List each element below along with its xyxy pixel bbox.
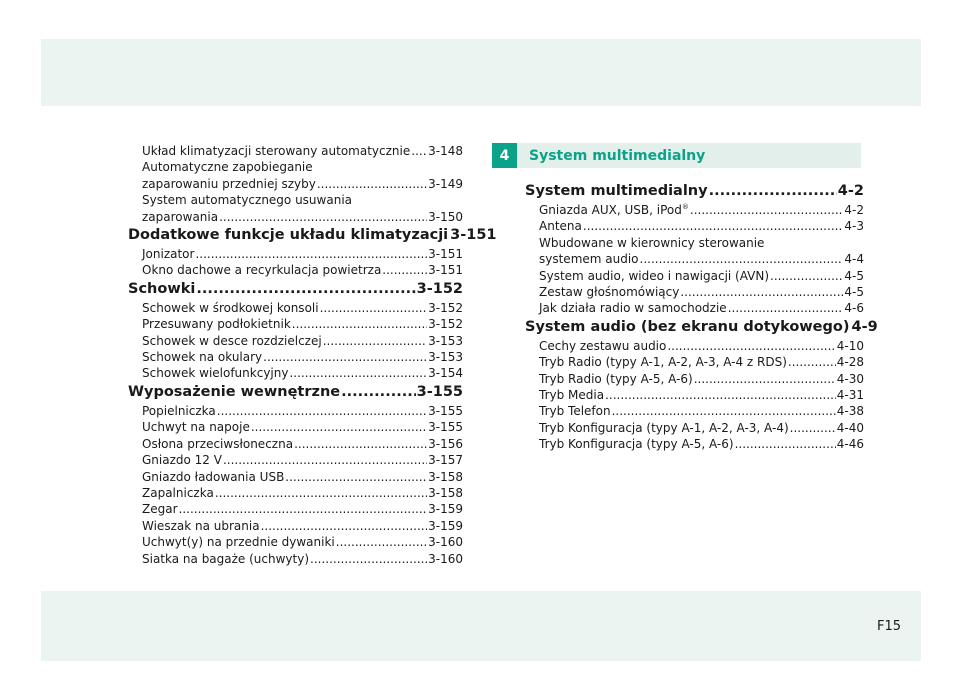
toc-page-number: 3-155	[428, 403, 463, 418]
toc-page-number: 3-155	[428, 420, 463, 435]
dot-leader	[690, 202, 844, 218]
toc-entry-text: Dodatkowe funkcje układu klimatyzacji	[128, 227, 449, 244]
toc-entry-text: Okno dachowe a recyrkulacja powietrza	[142, 263, 382, 278]
toc-entry-text: Gniazdo 12 V	[142, 453, 222, 468]
dot-leader	[263, 349, 427, 365]
toc-entry-text: Schowek na okulary	[142, 350, 263, 365]
toc-entry-text: Uchwyt(y) na przednie dywaniki	[142, 535, 335, 550]
toc-page-number: 4-40	[836, 420, 864, 435]
toc-entry[interactable]	[525, 284, 864, 300]
dot-leader	[709, 182, 837, 201]
toc-entry-text: Schowki	[128, 280, 196, 297]
toc-page-number: 4-2	[844, 203, 864, 217]
toc-entry[interactable]	[128, 209, 463, 225]
toc-entry-text: Wyposażenie wewnętrzne	[128, 383, 341, 400]
toc-page-number: 3-149	[428, 176, 463, 191]
toc-entry-label	[142, 246, 194, 262]
toc-entry-continued	[128, 192, 463, 208]
footer-band	[41, 591, 921, 661]
toc-entry[interactable]	[128, 551, 463, 567]
toc-page-number: 4-10	[836, 338, 864, 353]
toc-entry[interactable]	[128, 176, 463, 192]
dot-leader	[382, 262, 427, 278]
toc-entry-label	[142, 193, 352, 207]
toc-entry-label	[539, 300, 727, 316]
toc-entry-label	[142, 518, 260, 534]
toc-page-number: 3-157	[428, 453, 463, 468]
toc-page-number: 3-150	[428, 209, 463, 224]
toc-entry-text: Tryb Konfiguracja (typy A-1, A-2, A-3, A-4)	[539, 420, 789, 435]
toc-entry-text: Gniazda AUX, USB, iPod	[539, 203, 682, 217]
toc-entry[interactable]	[525, 436, 864, 452]
toc-entry-label	[539, 436, 734, 452]
toc-entry-label	[539, 251, 639, 267]
toc-page-number: 3-160	[428, 535, 463, 550]
dot-leader	[728, 300, 844, 316]
toc-entry[interactable]	[128, 333, 463, 349]
toc-entry-label	[539, 338, 666, 354]
toc-entry-continued	[128, 159, 463, 175]
toc-entry-label	[142, 333, 322, 349]
dot-leader	[640, 251, 844, 267]
dot-leader	[310, 551, 427, 567]
toc-entry-text: System audio (bez ekranu dotykowego)	[525, 318, 850, 335]
toc-entry[interactable]	[525, 371, 864, 387]
toc-page-number: 4-5	[844, 268, 864, 283]
dot-leader	[217, 403, 427, 419]
toc-entry-text: Układ klimatyzacji sterowany automatycznie	[142, 144, 411, 158]
toc-entry-continued	[525, 235, 864, 251]
dot-leader	[317, 176, 427, 192]
chapter-header	[492, 143, 861, 168]
toc-entry[interactable]	[525, 420, 864, 436]
toc-entry-label	[539, 202, 689, 218]
toc-entry[interactable]	[525, 202, 864, 218]
dot-leader	[223, 452, 427, 468]
toc-entry-text: zaparowaniu przedniej szyby	[142, 176, 316, 191]
toc-entry[interactable]	[525, 338, 864, 354]
toc-page-number: 4-2	[837, 183, 864, 199]
toc-page-number: 3-158	[428, 469, 463, 484]
toc-entry[interactable]	[128, 485, 463, 501]
registered-mark: ®	[681, 203, 689, 211]
toc-entry[interactable]	[128, 262, 463, 278]
toc-entry-label	[539, 420, 789, 436]
dot-leader	[341, 383, 416, 402]
toc-entry-label	[142, 209, 218, 225]
toc-page-number: 3-151	[450, 227, 497, 244]
toc-entry-text: Tryb Radio (typy A-5, A-6)	[539, 371, 693, 386]
toc-entry-text: Tryb Media	[539, 388, 605, 403]
toc-page-number: 4-4	[844, 252, 864, 267]
toc-page-number: 4-30	[836, 371, 864, 386]
toc-entry-label	[142, 262, 381, 278]
toc-entry-label	[128, 383, 340, 402]
dot-leader	[680, 284, 843, 300]
toc-entry[interactable]	[525, 300, 864, 316]
toc-entry-label	[525, 182, 708, 201]
dot-leader	[735, 436, 836, 452]
toc-entry-text: Zegar	[142, 502, 178, 517]
toc-section-heading[interactable]	[525, 182, 864, 201]
toc-entry-text: Osłona przeciwsłoneczna	[142, 436, 294, 451]
toc-page-number: 3-154	[428, 366, 463, 381]
toc-entry-label	[142, 501, 178, 517]
toc-entry[interactable]	[525, 387, 864, 403]
toc-entry-text: Tryb Telefon	[539, 404, 611, 419]
toc-entry[interactable]	[128, 300, 463, 316]
toc-entry-text: Wieszak na ubrania	[142, 518, 260, 533]
toc-entry-text: systemem audio	[539, 252, 639, 267]
toc-entry-text: System automatycznego usuwania	[142, 193, 352, 208]
toc-page-number: 3-152	[416, 280, 463, 297]
toc-entry[interactable]	[525, 354, 864, 370]
toc-entry[interactable]	[128, 403, 463, 419]
dot-leader	[196, 280, 415, 299]
toc-page-number: 3-158	[428, 485, 463, 500]
dot-leader	[285, 469, 427, 485]
toc-entry-text: Cechy zestawu audio	[539, 338, 667, 353]
dot-leader	[667, 338, 835, 354]
toc-page-number: 4-38	[836, 404, 864, 419]
toc-entry-label	[142, 419, 250, 435]
toc-entry[interactable]	[128, 419, 463, 435]
toc-entry-label	[525, 318, 850, 337]
toc-entry[interactable]	[525, 268, 864, 284]
dot-leader	[261, 518, 428, 534]
dot-leader	[336, 534, 427, 550]
dot-leader	[179, 501, 428, 517]
toc-section-heading[interactable]	[525, 318, 878, 337]
toc-entry-label	[142, 469, 284, 485]
toc-entry-text: System multimedialny	[525, 183, 708, 199]
toc-entry-text: Tryb Konfiguracja (typy A-5, A-6)	[539, 437, 734, 452]
toc-entry-label	[539, 354, 787, 370]
dot-leader	[294, 436, 427, 452]
toc-page-number: 3-153	[428, 350, 463, 365]
dot-leader	[788, 354, 836, 370]
toc-entry[interactable]	[128, 365, 463, 381]
toc-page-number: 4-46	[836, 437, 864, 452]
toc-page-number: 4-5	[844, 285, 864, 300]
toc-entry[interactable]	[128, 452, 463, 468]
page-number: F15	[876, 619, 901, 634]
dot-leader	[251, 419, 427, 435]
toc-entry-label	[128, 280, 195, 299]
dot-leader	[219, 209, 427, 225]
dot-leader	[292, 316, 427, 332]
toc-entry-label	[142, 452, 222, 468]
toc-entry-text: zaparowania	[142, 209, 219, 224]
toc-entry[interactable]	[525, 218, 864, 234]
toc-entry-label	[142, 143, 410, 159]
toc-entry-text: Automatyczne zapobieganie	[142, 160, 313, 175]
toc-entry-label	[142, 160, 313, 174]
toc-entry-label	[142, 436, 293, 452]
toc-entry-text: Antena	[539, 219, 582, 234]
toc-entry[interactable]	[525, 403, 864, 419]
toc-entry-text: Zapalniczka	[142, 485, 214, 500]
toc-page-number: 3-159	[428, 502, 463, 517]
toc-entry-text: Tryb Radio (typy A-1, A-2, A-3, A-4 z RDS)	[539, 355, 787, 370]
toc-entry-text: Siatka na bagaże (uchwyty)	[142, 551, 310, 566]
chapter-number-badge: 4	[492, 143, 517, 168]
toc-page-number: 3-156	[428, 436, 463, 451]
toc-entry[interactable]	[128, 143, 463, 159]
dot-leader	[583, 218, 844, 234]
toc-section-heading[interactable]	[128, 226, 497, 245]
toc-entry[interactable]	[128, 534, 463, 550]
toc-entry-label	[142, 176, 316, 192]
toc-entry-label	[539, 371, 693, 387]
toc-entry[interactable]	[128, 349, 463, 365]
dot-leader	[320, 300, 428, 316]
toc-entry-label	[539, 218, 582, 234]
toc-page-number: 3-148	[428, 144, 463, 158]
dot-leader	[411, 143, 427, 159]
toc-entry-label	[142, 485, 214, 501]
dot-leader	[215, 485, 427, 501]
toc-entry[interactable]	[128, 469, 463, 485]
toc-entry-label	[128, 226, 448, 245]
toc-entry[interactable]	[525, 251, 864, 267]
dot-leader	[323, 333, 427, 349]
toc-page-number: 4-9	[851, 318, 878, 335]
toc-entry[interactable]	[128, 316, 463, 332]
dot-leader	[770, 268, 843, 284]
dot-leader	[694, 371, 836, 387]
dot-leader	[612, 403, 836, 419]
toc-page-number: 3-160	[428, 551, 463, 566]
toc-entry-label	[539, 236, 764, 250]
toc-entry[interactable]	[128, 501, 463, 517]
toc-entry-label	[142, 300, 319, 316]
toc-entry-label	[142, 534, 335, 550]
toc-entry-text: Gniazdo ładowania USB	[142, 469, 285, 484]
toc-page-number: 3-151	[428, 247, 463, 262]
toc-entry-text: Schowek w środkowej konsoli	[142, 300, 319, 315]
toc-entry-label	[539, 387, 604, 403]
toc-entry-label	[539, 284, 679, 300]
toc-section-heading[interactable]	[128, 383, 463, 402]
toc-entry-text: Zestaw głośnomówiący	[539, 285, 680, 300]
dot-leader	[289, 365, 427, 381]
toc-page-number: 4-3	[844, 219, 864, 234]
header-band	[41, 39, 921, 106]
toc-entry-label	[539, 403, 611, 419]
toc-entry-text: Jak działa radio w samochodzie	[539, 301, 727, 316]
toc-page-number: 3-151	[428, 263, 463, 278]
toc-page-number: 3-152	[428, 300, 463, 315]
toc-entry-label	[142, 316, 291, 332]
toc-entry-text: Uchwyt na napoje	[142, 420, 250, 435]
toc-entry-label	[142, 349, 262, 365]
toc-entry-label	[142, 551, 309, 567]
toc-entry-label	[142, 403, 216, 419]
toc-left-column	[128, 143, 497, 567]
toc-right-column	[525, 181, 878, 453]
dot-leader	[605, 387, 836, 403]
toc-entry[interactable]	[128, 518, 463, 534]
toc-entry-label	[539, 268, 769, 284]
toc-entry-text: Schowek w desce rozdzielczej	[142, 333, 322, 348]
toc-page-number: 3-159	[428, 518, 463, 533]
toc-entry-text: Schowek wielofunkcyjny	[142, 366, 289, 381]
toc-entry-label	[142, 365, 288, 381]
toc-entry-text: Wbudowane w kierownicy sterowanie	[539, 235, 765, 250]
toc-page-number: 4-31	[836, 388, 864, 403]
dot-leader	[195, 246, 427, 262]
toc-entry-text: Przesuwany podłokietnik	[142, 317, 291, 332]
toc-page-number: 4-6	[844, 301, 864, 316]
toc-entry-text: Popielniczka	[142, 403, 216, 418]
chapter-title: System multimedialny	[529, 147, 706, 164]
toc-entry[interactable]	[128, 246, 463, 262]
dot-leader	[790, 420, 836, 436]
toc-entry-text: System audio, wideo i nawigacji (AVN)	[539, 268, 770, 283]
toc-page-number: 3-152	[428, 317, 463, 332]
toc-page-number: 3-153	[428, 333, 463, 348]
toc-page-number: 3-155	[416, 383, 463, 400]
toc-page-number: 4-28	[836, 355, 864, 370]
toc-section-heading[interactable]	[128, 280, 463, 299]
toc-entry-text: Jonizator	[142, 247, 195, 262]
toc-entry[interactable]	[128, 436, 463, 452]
